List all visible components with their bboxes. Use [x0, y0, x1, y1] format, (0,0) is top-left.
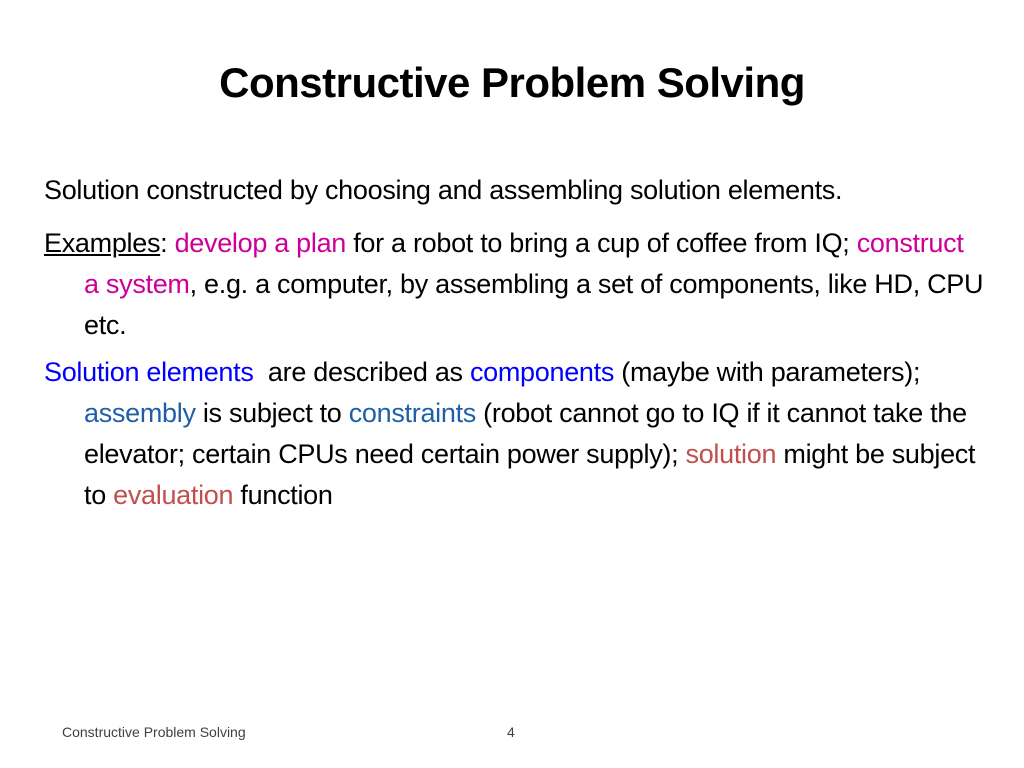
- examples-colon: :: [160, 228, 175, 258]
- develop-a-plan-term: develop a plan: [174, 228, 347, 258]
- examples-text-1: for a robot to bring a cup of coffee from IQ;: [346, 228, 857, 258]
- paragraph-solution-constructed: [44, 170, 984, 211]
- elements-text-1: are described as: [253, 357, 470, 387]
- solution-term: solution: [685, 439, 777, 469]
- elements-text-5: might be subject to: [84, 439, 976, 510]
- slide-title: Constructive Problem Solving: [219, 59, 805, 106]
- page-number: 4: [507, 724, 515, 740]
- footer-title: Constructive Problem Solving: [62, 724, 246, 740]
- elements-text-6: function: [233, 480, 333, 510]
- elements-text-3: is subject to: [195, 398, 349, 428]
- constraints-term: constraints: [348, 398, 476, 428]
- components-term: components: [469, 357, 615, 387]
- paragraph-examples: [44, 223, 984, 346]
- examples-text-2: , e.g. a computer, by assembling a set of components, like HD, CPU etc.: [84, 269, 984, 340]
- paragraph-solution-elements: [44, 352, 984, 516]
- elements-text-2: (maybe with parameters);: [614, 357, 921, 387]
- elements-text-4: (robot cannot go to IQ if it cannot take the elevator; certain CPUs need certain power supply);: [84, 398, 967, 469]
- p1-text: Solution constructed by choosing and assembling solution elements.: [44, 175, 843, 205]
- evaluation-term: evaluation: [113, 480, 234, 510]
- slide-body: [44, 170, 984, 522]
- assembly-term: assembly: [84, 398, 196, 428]
- construct-a-system-term: construct a system: [84, 228, 964, 299]
- examples-label: Examples: [44, 228, 161, 258]
- solution-elements-term: Solution elements: [44, 357, 254, 387]
